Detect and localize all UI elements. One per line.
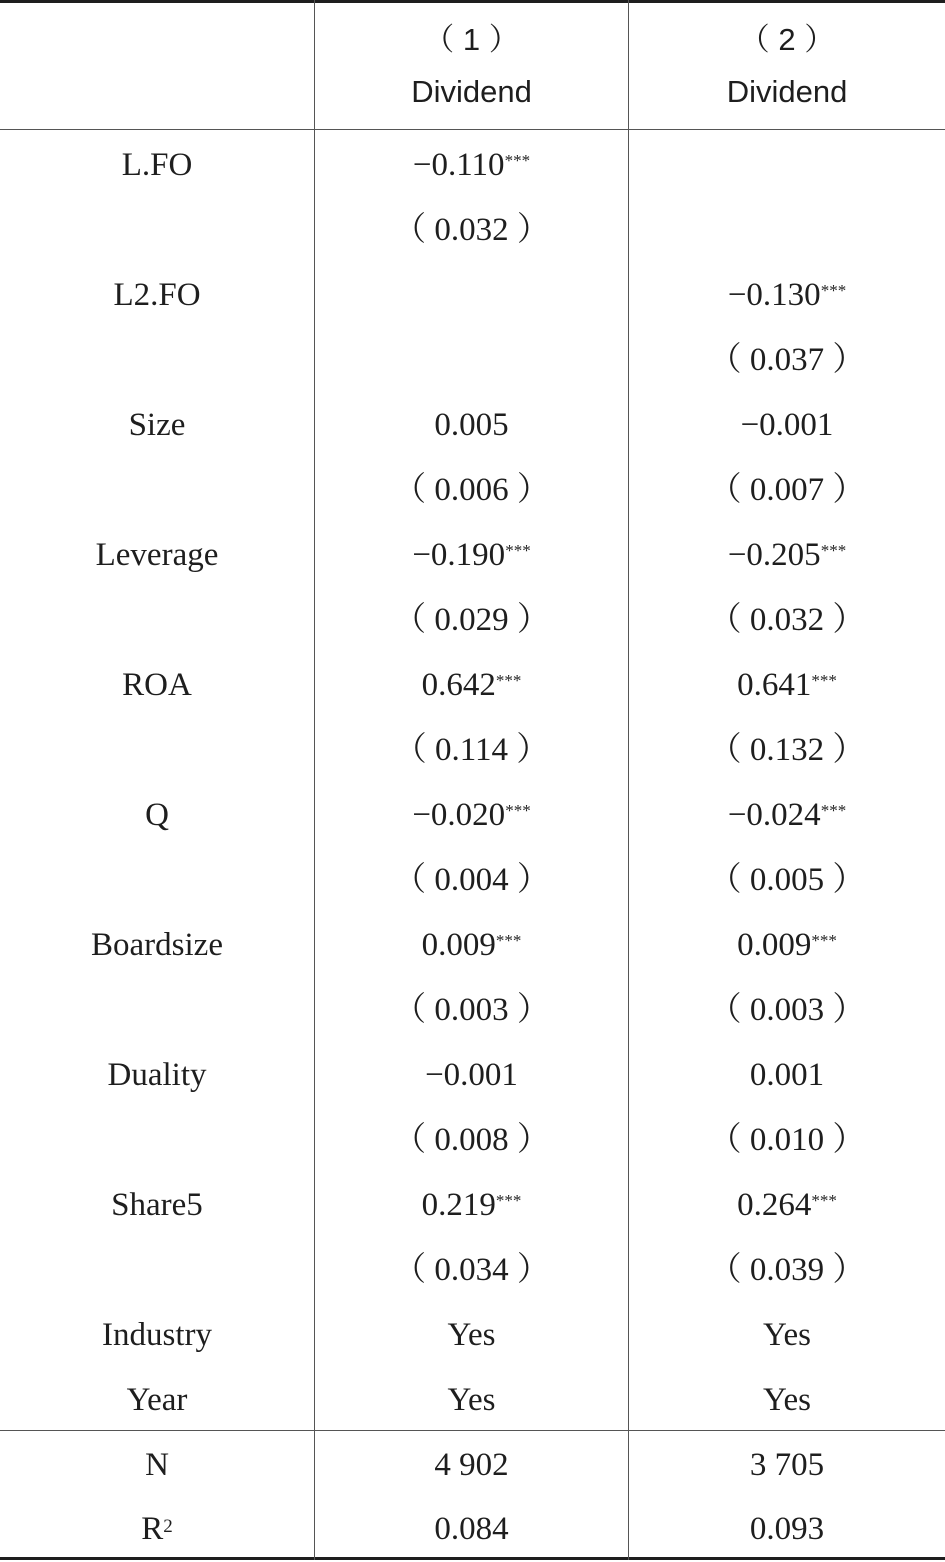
cell-col2 xyxy=(629,1314,945,1356)
cell-col2-significance: *** xyxy=(820,541,847,560)
cell-col1-value: 0.642 xyxy=(421,667,496,703)
cell-col1 xyxy=(315,404,628,446)
cell-col1 xyxy=(315,1379,628,1421)
cell-col1-value: Yes xyxy=(447,1317,496,1353)
cell-col2-value: −0.205 xyxy=(727,537,821,573)
cell-col1 xyxy=(315,859,628,901)
cell-col1-value: −0.190 xyxy=(412,537,506,573)
cell-col1-value: （ 0.114 ） xyxy=(393,732,550,768)
cell-col2 xyxy=(629,274,945,316)
cell-col2 xyxy=(629,664,945,706)
cell-col1 xyxy=(315,794,628,836)
cell-col1-value: （ 0.004 ） xyxy=(393,862,550,898)
row-label xyxy=(0,1379,314,1421)
cell-col1 xyxy=(315,209,628,251)
cell-col2-value: Yes xyxy=(762,1317,812,1353)
footer-label xyxy=(0,1444,314,1486)
cell-col2-value: （ 0.037 ） xyxy=(708,342,866,378)
cell-col2-value: （ 0.032 ） xyxy=(708,602,866,638)
row-label xyxy=(0,664,314,706)
cell-col2 xyxy=(629,1184,945,1226)
row-label xyxy=(0,274,314,316)
cell-col1-significance: *** xyxy=(495,931,522,950)
cell-col1-value: Yes xyxy=(447,1382,496,1418)
row-label-value: Boardsize xyxy=(91,927,223,963)
bottom-rule xyxy=(0,1557,945,1560)
cell-col2 xyxy=(629,469,945,511)
row-label-value: ROA xyxy=(122,667,192,703)
row-label-value: L2.FO xyxy=(113,277,201,313)
cell-col1-value: −0.001 xyxy=(425,1057,518,1093)
row-label xyxy=(0,1314,314,1356)
cell-col1-significance: *** xyxy=(505,801,531,820)
row-label-value: Share5 xyxy=(111,1187,203,1223)
cell-col2-value: （ 0.010 ） xyxy=(708,1122,866,1158)
cell-col2-value: （ 0.132 ） xyxy=(708,732,866,768)
cell-col2 xyxy=(629,534,945,576)
cell-col2-value: −0.024 xyxy=(727,797,821,833)
cell-col1-significance: *** xyxy=(505,541,531,560)
cell-col2 xyxy=(629,599,945,641)
cell-col1 xyxy=(315,1119,628,1161)
cell-col1-value: 0.009 xyxy=(421,927,496,963)
cell-col1-value: （ 0.034 ） xyxy=(393,1252,550,1288)
cell-col1-value: −0.110 xyxy=(412,147,505,183)
row-label-value: Duality xyxy=(107,1057,207,1093)
cell-col2-value: （ 0.039 ） xyxy=(708,1252,866,1288)
row-label-value: L.FO xyxy=(121,147,193,183)
cell-col2 xyxy=(629,1054,945,1096)
row-label xyxy=(0,144,314,186)
footer-label xyxy=(0,1508,314,1550)
cell-col2-significance: *** xyxy=(811,671,837,690)
cell-col1 xyxy=(315,729,628,771)
cell-col1 xyxy=(315,1249,628,1291)
cell-col2-value: Yes xyxy=(762,1382,812,1418)
header-col1-number: （ 1 ） xyxy=(423,22,520,57)
row-label-value: Size xyxy=(128,407,186,443)
cell-col1-value: 0.005 xyxy=(434,407,509,443)
cell-col2 xyxy=(629,794,945,836)
footer-c1-value: 0.084 xyxy=(434,1511,509,1547)
cell-col2-significance: *** xyxy=(820,281,847,300)
cell-col1-value: （ 0.032 ） xyxy=(393,212,550,248)
cell-col2 xyxy=(629,1119,945,1161)
cell-col1 xyxy=(315,1314,628,1356)
cell-col1-value: （ 0.003 ） xyxy=(393,992,550,1028)
header-col2-label: Dividend xyxy=(726,74,848,109)
cell-col2 xyxy=(629,339,945,381)
cell-col2-value: −0.001 xyxy=(740,407,834,443)
top-rule xyxy=(0,0,945,3)
footer-c2-value: 0.093 xyxy=(749,1511,825,1547)
cell-col2-value: 0.641 xyxy=(737,667,812,703)
cell-col2 xyxy=(629,859,945,901)
cell-col2-value: −0.130 xyxy=(727,277,821,313)
row-label xyxy=(0,794,314,836)
cell-col1 xyxy=(315,599,628,641)
row-label xyxy=(0,1054,314,1096)
cell-col1-value: 0.219 xyxy=(421,1187,496,1223)
cell-col2-significance: *** xyxy=(811,1191,837,1210)
cell-col2-significance: *** xyxy=(811,931,837,950)
cell-col2-value: （ 0.007 ） xyxy=(708,472,866,508)
row-label xyxy=(0,404,314,446)
cell-col2-value: 0.009 xyxy=(737,927,812,963)
cell-col1-value: −0.020 xyxy=(412,797,506,833)
cell-col2-value: （ 0.005 ） xyxy=(708,862,866,898)
cell-col2-value: 0.001 xyxy=(749,1057,825,1093)
footer-c1-value: 4 902 xyxy=(434,1447,509,1483)
footer-label-superscript: 2 xyxy=(163,1516,173,1537)
cell-col2 xyxy=(629,404,945,446)
cell-col1-value: （ 0.029 ） xyxy=(393,602,550,638)
cell-col2 xyxy=(629,989,945,1031)
cell-col1-significance: *** xyxy=(495,1191,522,1210)
cell-col1 xyxy=(315,924,628,966)
cell-col1 xyxy=(315,989,628,1031)
row-label xyxy=(0,1184,314,1226)
footer-label-text: N xyxy=(145,1447,169,1483)
row-label xyxy=(0,924,314,966)
cell-col1-significance: *** xyxy=(504,151,531,170)
cell-col1 xyxy=(315,534,628,576)
header-rule xyxy=(0,129,945,130)
cell-col1 xyxy=(315,144,628,186)
row-label-value: Q xyxy=(145,797,169,833)
cell-col1-significance: *** xyxy=(495,671,522,690)
cell-col2 xyxy=(629,1379,945,1421)
cell-col2-significance: *** xyxy=(820,801,847,820)
cell-col1 xyxy=(315,664,628,706)
cell-col1 xyxy=(315,469,628,511)
cell-col2-value: 0.264 xyxy=(737,1187,812,1223)
cell-col1-value: （ 0.006 ） xyxy=(393,472,550,508)
header-col2-number: （ 2 ） xyxy=(738,22,836,57)
cell-col1 xyxy=(315,1054,628,1096)
footer-rule xyxy=(0,1430,945,1431)
cell-col2 xyxy=(629,924,945,966)
cell-col2-value: （ 0.003 ） xyxy=(708,992,866,1028)
row-label-value: Industry xyxy=(102,1317,212,1353)
header-col1-label: Dividend xyxy=(411,74,532,109)
footer-label-text: R xyxy=(141,1511,164,1547)
footer-c2-value: 3 705 xyxy=(749,1447,825,1483)
cell-col2 xyxy=(629,1249,945,1291)
row-label xyxy=(0,534,314,576)
row-label-value: Leverage xyxy=(95,537,219,573)
cell-col1-value: （ 0.008 ） xyxy=(393,1122,550,1158)
cell-col1 xyxy=(315,1184,628,1226)
cell-col2 xyxy=(629,729,945,771)
row-label-value: Year xyxy=(126,1382,188,1418)
